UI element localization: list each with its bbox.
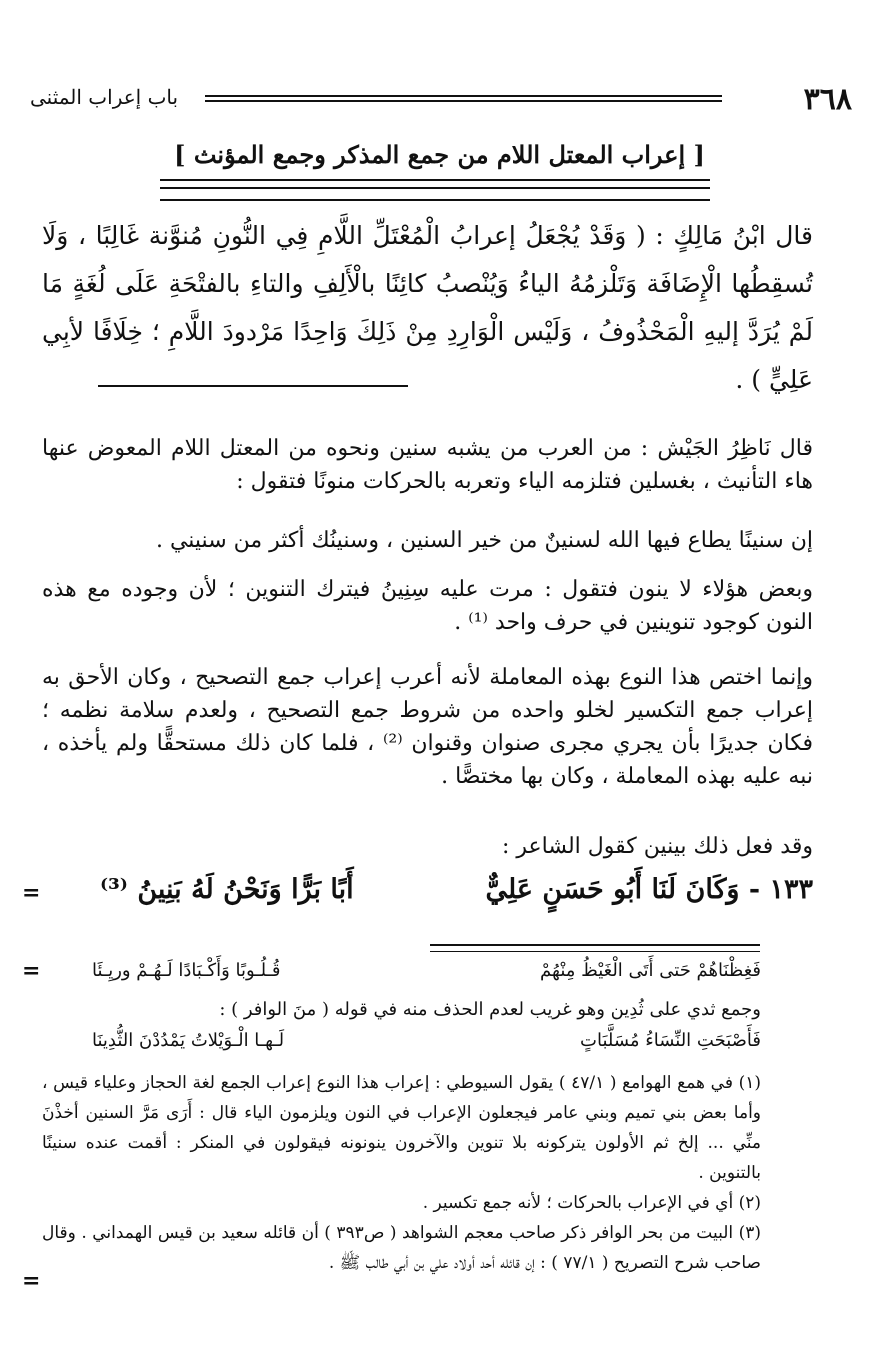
header-rule — [205, 95, 722, 102]
footnote-3: (٣) البيت من بحر الوافر ذكر صاحب معجم الشواهد ( ص٣٩٣ ) أن قائله سعيد بن قيس الهمداني . وقال صاحب شرح التصريح ( ٧٧/١ ) : إن قائله أحد أولاد علي بن أبي طالب ﷺ . — [42, 1223, 761, 1273]
commentary-paragraph: وبعض هؤلاء لا ينون فتقول : مرت عليه سِنِينُ فيترك التنوين ؛ لأن وجوده مع هذه النون كوجود تنوينين في حرف واحد ⁽¹⁾ . — [42, 577, 813, 635]
page-number: ٣٦٨ — [803, 82, 852, 117]
continuation-mark: = — [22, 1268, 41, 1294]
chapter-title: باب إعراب المثنى — [30, 85, 179, 109]
verse-first-hemistich: ١٣٣ - وَكَانَ لَنَا أَبُو حَسَنٍ عَلِيٌّ — [485, 874, 813, 905]
footnote-verse-first: فَأَصْبَحَتِ النِّسَاءُ مُسَلَّبَاتٍ — [580, 1030, 761, 1051]
footnote-2: (٢) أي في الإعراب بالحركات ؛ لأنه جمع تكسير . — [422, 1193, 761, 1213]
matn-text: قال ابْنُ مَالِكٍ : ( وَقَدْ يُجْعَلُ إعرابُ الْمُعْتَلِّ اللَّامِ فِي النُّونِ مُنوَّنة غَالِبًا ، وَلَا تُسقِطُها الْإِضَافَة وَتَلْزمُهُ الياءُ وَيُنْصبُ كائِنًا بالْأَلِفِ والتاءِ بالفتْحَةِ عَلَى لُغَةٍ مَا لَمْ يُرَدَّ إليهِ الْمَحْذُوفُ ، وَلَيْس الْوَارِدِ مِنْ ذَلِكَ وَاحِدًا مَرْدودَ اللَّامِ ؛ خِلَافًا لأبِي عَلِيٍّ ) . — [42, 221, 813, 394]
footnote-line: وجمع ثدي على ثُدِين وهو غريب لعدم الحذف منه في قوله ( منَ الوافر ) : — [219, 999, 761, 1020]
continuation-mark: = — [22, 958, 41, 984]
matn-separator — [98, 385, 408, 387]
footnote-verse — [42, 1030, 761, 1058]
page-header — [30, 82, 852, 116]
footnote-verse-first: فَغِظْنَاهُمْ حَتى أَتَى الْغَيْظُ مِنْهُمْ — [540, 960, 761, 981]
commentary-paragraph: وإنما اختص هذا النوع بهذه المعاملة لأنه أعرب إعراب جمع التصحيح ، وكان الأحق به إعراب جمع التكسير لخلو واحده من شروط جمع التصحيح ، ولعدم سلامة نظمه ؛ فكان جديرًا بأن يجري مجرى صنوان وقنوان ⁽²⁾ ، فلما كان ذلك مستحقًّا ولم يأخذه ، نبه عليه بهذه المعاملة ، وكان بها مختصًّا . — [42, 665, 813, 789]
title-rules — [160, 179, 710, 201]
section-title: [ إعراب المعتل اللام من جمع المذكر وجمع المؤنث ] — [174, 140, 705, 169]
footnote-separator — [430, 944, 760, 952]
footnote-1: (١) في همع الهوامع ( ٤٧/١ ) يقول السيوطي : إعراب هذا النوع إعراب الجمع لغة الحجاز وعلياء قيس ، وأما بعض بني تميم وبني عامر فيجعلون الإعراب في النون ويلزمون الياء قال : أَرَى مَرَّ السنين أخذْنَ منِّي ... إلخ ثم الأولون يتركونه بلا تنوين والآخرون ينونونه فيقولون في المنكر : أقمت عنده سنينًا بالتنوين . — [42, 1073, 761, 1183]
footnote-verse-second: قُـلُـوبًا وَأَكْـبَادًا لَـهُـمْ وريِـئَا — [92, 960, 281, 981]
footnote-verse — [42, 960, 761, 988]
commentary-paragraph: إن سنينًا يطاع فيها الله لسنينٌ من خير السنين ، وسنينُك أكثر من سنيني . — [155, 528, 813, 553]
poem-verse — [42, 874, 813, 916]
commentary-paragraph: وقد فعل ذلك بينين كقول الشاعر : — [501, 834, 813, 859]
footnotes — [42, 1068, 761, 1278]
commentary-paragraph: قال نَاظِرُ الجَيْش : من العرب من يشبه سنين ونحوه من المعتل اللام المعوض عنها هاء التأنيث ، بغسلين فتلزمه الياء وتعربه بالحركات منونًا فتقول : — [42, 436, 813, 494]
verse-second-hemistich: أَبًا بَرًّا وَنَحْنُ لَهُ بَنِينُ ⁽³⁾ — [100, 874, 354, 905]
continuation-mark: = — [22, 880, 41, 906]
footnote-verse-second: لَـهـا الْـوَيْلاتُ يَمْدُدْنَ الثُّدِينَا — [92, 1030, 285, 1051]
